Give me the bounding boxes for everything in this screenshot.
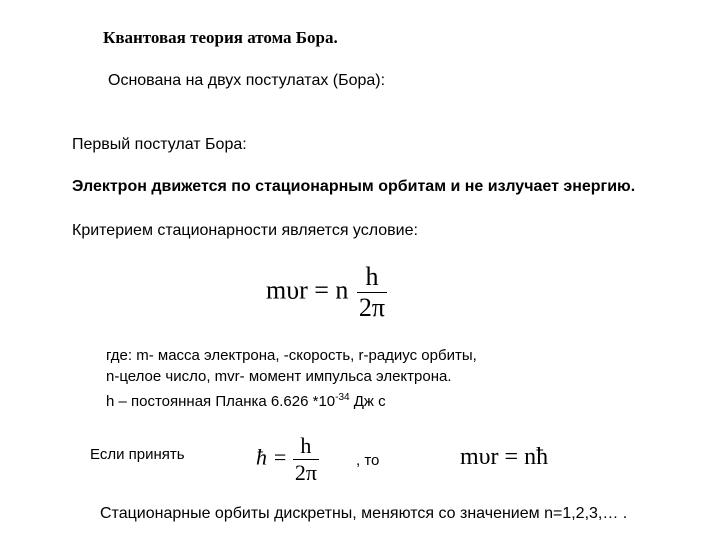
criterion-text: Критерием стационарности является условие: (72, 222, 418, 239)
postulate-text: Электрон движется по стационарным орбитам и не излучает энергию. (72, 178, 636, 195)
hbar-formula (256, 433, 319, 486)
hbar-fraction (293, 433, 319, 486)
definition-line-3 (106, 387, 477, 412)
formula-fraction (357, 262, 387, 323)
quantization-hbar-formula: mυr = nħ (460, 444, 549, 470)
hbar-denominator: 2π (294, 460, 317, 485)
if-accept-text: Если принять (90, 446, 185, 463)
quantization-formula (266, 262, 387, 323)
fraction-denominator: 2π (358, 293, 386, 322)
postulate-heading: Первый постулат Бора: (72, 136, 247, 153)
planck-exponent: -34 (335, 392, 350, 403)
fraction-numerator: h (365, 262, 379, 291)
conclusion-text: Стационарные орбиты дискретны, меняются со значением n=1,2,3,… . (100, 505, 628, 522)
hbar-lhs: ħ = (256, 444, 288, 470)
planck-units: Дж с (349, 393, 386, 410)
definitions-block (106, 345, 477, 412)
hbar-numerator: h (300, 433, 312, 458)
slide-title: Квантовая теория атома Бора. (103, 28, 338, 47)
then-text: , то (356, 452, 380, 469)
formula-lhs: mυr = n (266, 275, 349, 305)
definition-line-2: n-целое число, mvr- момент импульса электрона. (106, 368, 452, 385)
subtitle: Основана на двух постулатах (Бора): (108, 72, 386, 89)
definition-line-1: где: m- масса электрона, -скорость, r-радиус орбиты, (106, 347, 477, 364)
planck-text: h – постоянная Планка 6.626 *10 (106, 393, 336, 410)
